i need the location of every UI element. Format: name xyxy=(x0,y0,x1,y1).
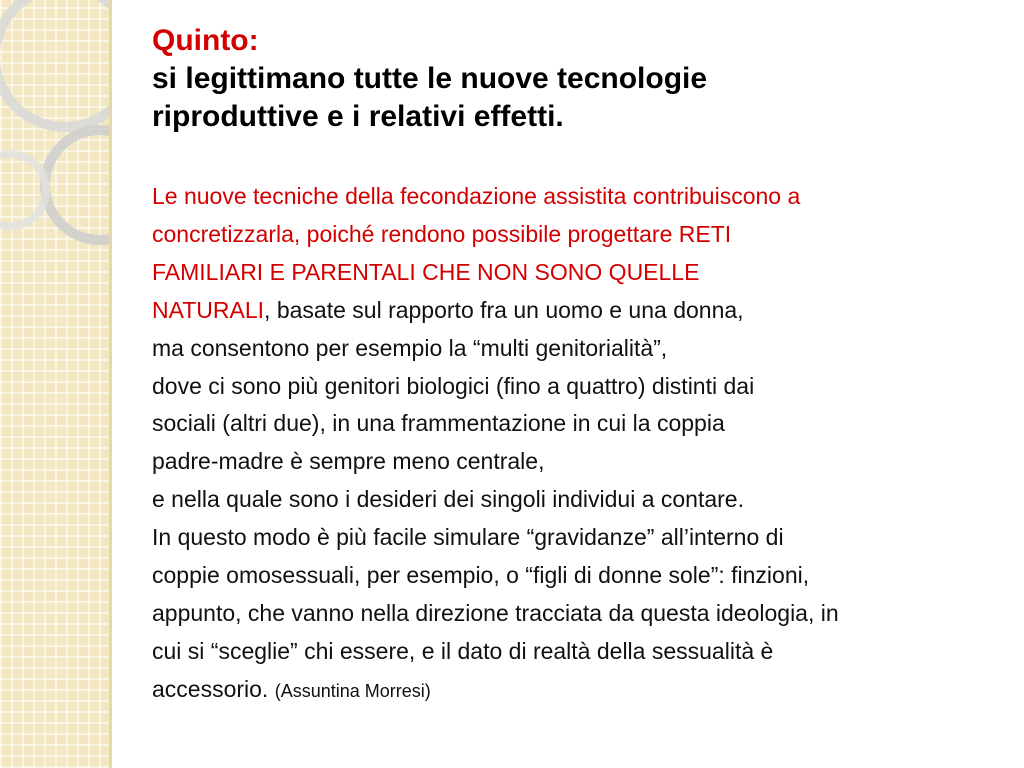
highlight-line: FAMILIARI E PARENTALI CHE NON SONO QUELLE xyxy=(152,258,700,285)
paragraph-line xyxy=(152,292,1012,330)
paragraph-text: accessorio. xyxy=(152,675,275,702)
quote-attribution: (Assuntina Morresi) xyxy=(274,680,431,701)
heading-line-2: riproduttive e i relativi effetti. xyxy=(152,100,564,133)
slide-heading xyxy=(152,22,1012,136)
decorative-ring xyxy=(0,150,50,230)
paragraph-line xyxy=(152,671,1012,711)
decorative-ring xyxy=(0,0,112,132)
highlight-text: RETI xyxy=(678,220,732,247)
paragraph-line: coppie omosessuali, per esempio, o “figli di donne sole”: finzioni, xyxy=(152,562,810,589)
decorative-ring xyxy=(40,125,112,245)
paragraph-line: e nella quale sono i desideri dei singoli individui a contare. xyxy=(152,486,744,513)
slide-content xyxy=(152,22,1012,711)
highlight-text: NATURALI xyxy=(152,296,265,323)
paragraph-text: concretizzarla, poiché rendono possibile progettare xyxy=(152,220,679,247)
paragraph-line: appunto, che vanno nella direzione tracciata da questa ideologia, in xyxy=(152,599,839,626)
paragraph-text: , basate sul rapporto fra un uomo e una donna, xyxy=(264,296,744,323)
paragraph-line: cui si “sceglie” chi essere, e il dato di realtà della sessualità è xyxy=(152,637,774,664)
paragraph-line: dove ci sono più genitori biologici (fino a quattro) distinti dai xyxy=(152,372,755,399)
heading-line-1: si legittimano tutte le nuove tecnologie xyxy=(152,62,708,95)
paragraph-line: sociali (altri due), in una frammentazione in cui la coppia xyxy=(152,410,725,437)
paragraph-line: Le nuove tecniche della fecondazione assistita contribuiscono a xyxy=(152,183,801,209)
slide-paragraph xyxy=(152,178,1012,711)
heading-label: Quinto: xyxy=(152,24,259,57)
side-panel-divider xyxy=(109,0,112,768)
paragraph-line: padre-madre è sempre meno centrale, xyxy=(152,448,545,475)
paragraph-line xyxy=(152,216,1012,254)
paragraph-line: In questo modo è più facile simulare “gravidanze” all’interno di xyxy=(152,524,784,551)
paragraph-line: ma consentono per esempio la “multi genitorialità”, xyxy=(152,334,668,361)
decorative-side-panel xyxy=(0,0,112,768)
